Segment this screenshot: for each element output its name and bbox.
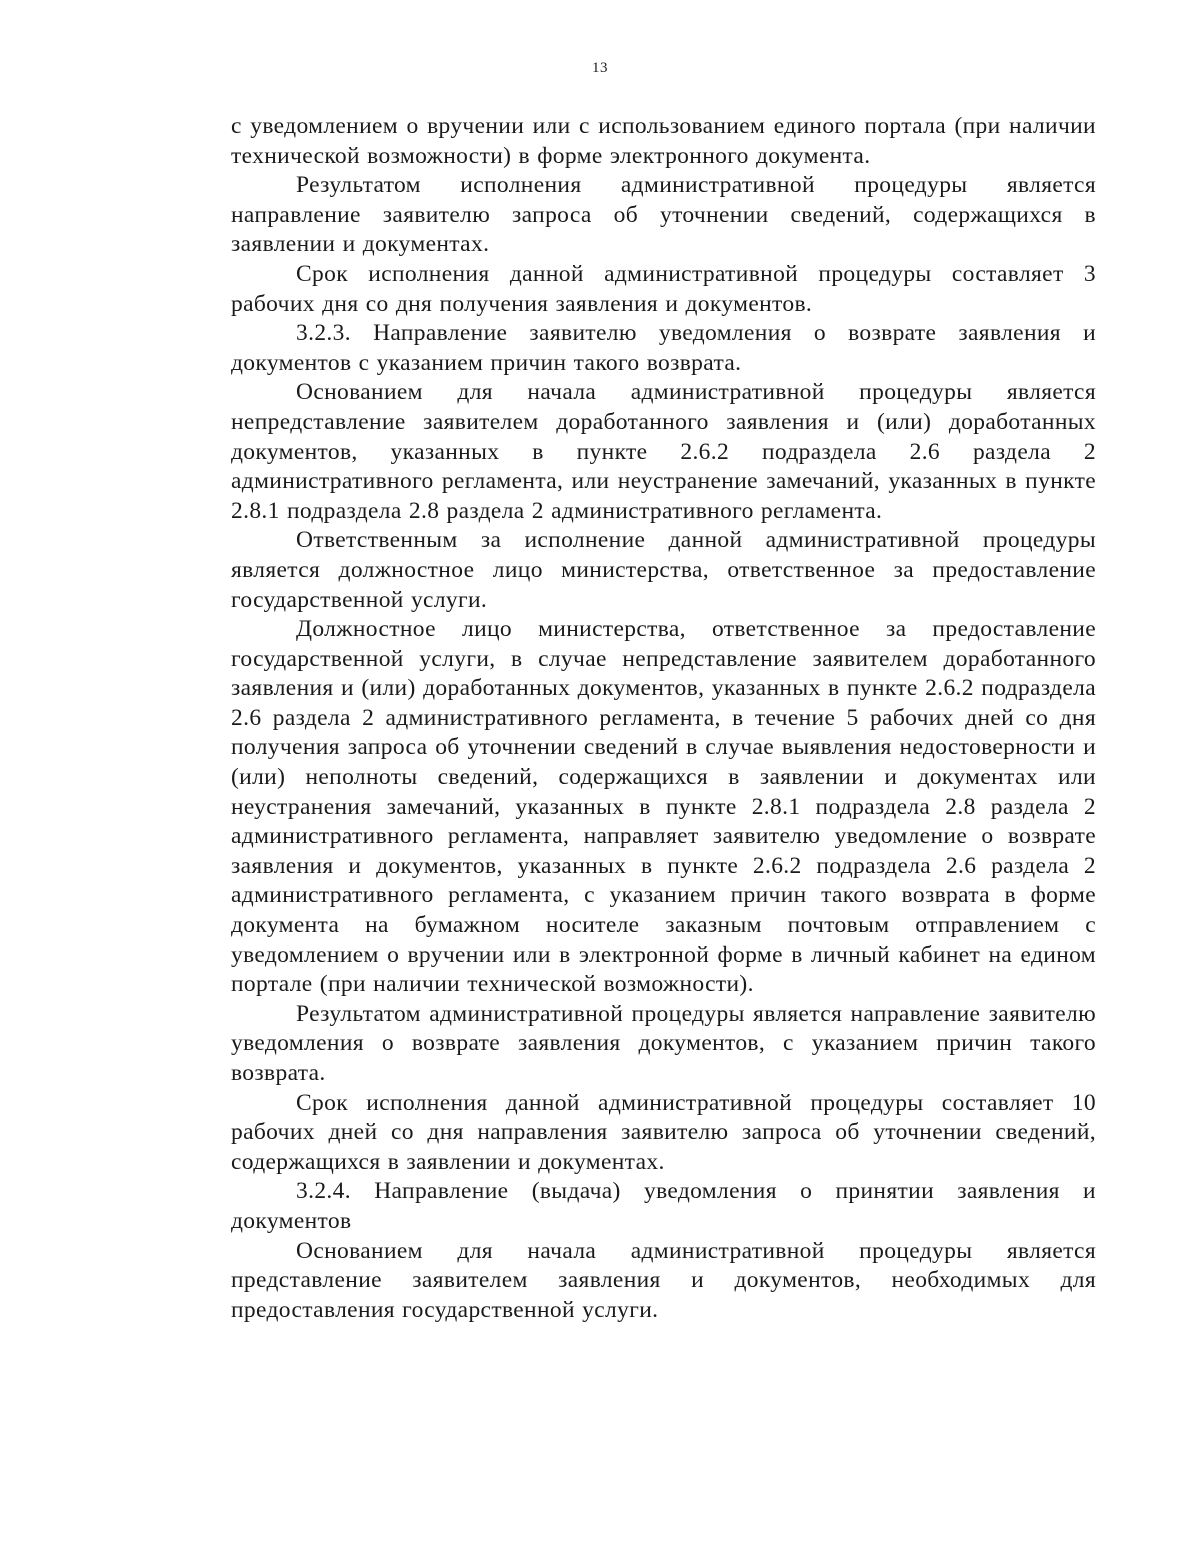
paragraph-result: Результатом исполнения административной процедуры является направление заявителю запроса об уточнении сведений, содержащихся в заявлении и документах. (231, 172, 1096, 258)
paragraph-basis: Основанием для начала административной процедуры является непредставление заявителем доработанного заявления и (или) доработанных документов, указанных в пункте 2.6.2 подраздела 2.6 раздела 2 административного регламента, или неустранение замечаний, указанных в пункте 2.8.1 подраздела 2.8 раздела 2 административного регламента. (231, 379, 1096, 524)
paragraph-continuation: с уведомлением о вручении или с использованием единого портала (при наличии технической возможности) в форме электронного документа. (231, 113, 1096, 169)
paragraph-term: Срок исполнения данной административной процедуры составляет 3 рабочих дня со дня получения заявления и документов. (231, 260, 1096, 317)
section-heading-3-2-4: 3.2.4. Направление (выдача) уведомления о принятии заявления и документов (231, 1178, 1096, 1234)
page-number: 13 (592, 60, 608, 76)
paragraph-result-notice: Результатом административной процедуры является направление заявителю уведомления о возврате заявления документов, с указанием причин такого возврата. (231, 1000, 1096, 1086)
paragraph-responsible: Ответственным за исполнение данной административной процедуры является должностное лицо министерства, ответственное за предоставление государственной услуги. (231, 527, 1096, 613)
paragraph-term-10-days: Срок исполнения данной административной процедуры составляет 10 рабочих дней со дня направления заявителю запроса об уточнении сведений, содержащихся в заявлении и документах. (231, 1089, 1096, 1175)
document-body (231, 112, 1096, 1325)
section-heading-3-2-3: 3.2.3. Направление заявителю уведомления о возврате заявления и документов с указанием причин такого возврата. (231, 320, 1096, 376)
paragraph-basis-acceptance: Основанием для начала административной процедуры является представление заявителем заявления и документов, необходимых для предоставления государственной услуги. (231, 1237, 1096, 1323)
paragraph-official-actions: Должностное лицо министерства, ответственное за предоставление государственной услуги, в случае непредставление заявителем доработанного заявления и (или) доработанных документов, указанных в пункте 2.6.2 подраздела 2.6 раздела 2 административного регламента, в течение 5 рабочих дней со дня получения запроса об уточнении сведений в случае выявления недостоверности и (или) неполноты сведений, содержащихся в заявлении и документах или неустранения замечаний, указанных в пункте 2.8.1 подраздела 2.8 раздела 2 административного регламента, направляет заявителю уведомление о возврате заявления и документов, указанных в пункте 2.6.2 подраздела 2.6 раздела 2 административного регламента, с указанием причин такого возврата в форме документа на бумажном носителе заказным почтовым отправлением с уведомлением о вручении или в электронной форме в личный кабинет на едином портале (при наличии технической возможности). (231, 616, 1096, 998)
